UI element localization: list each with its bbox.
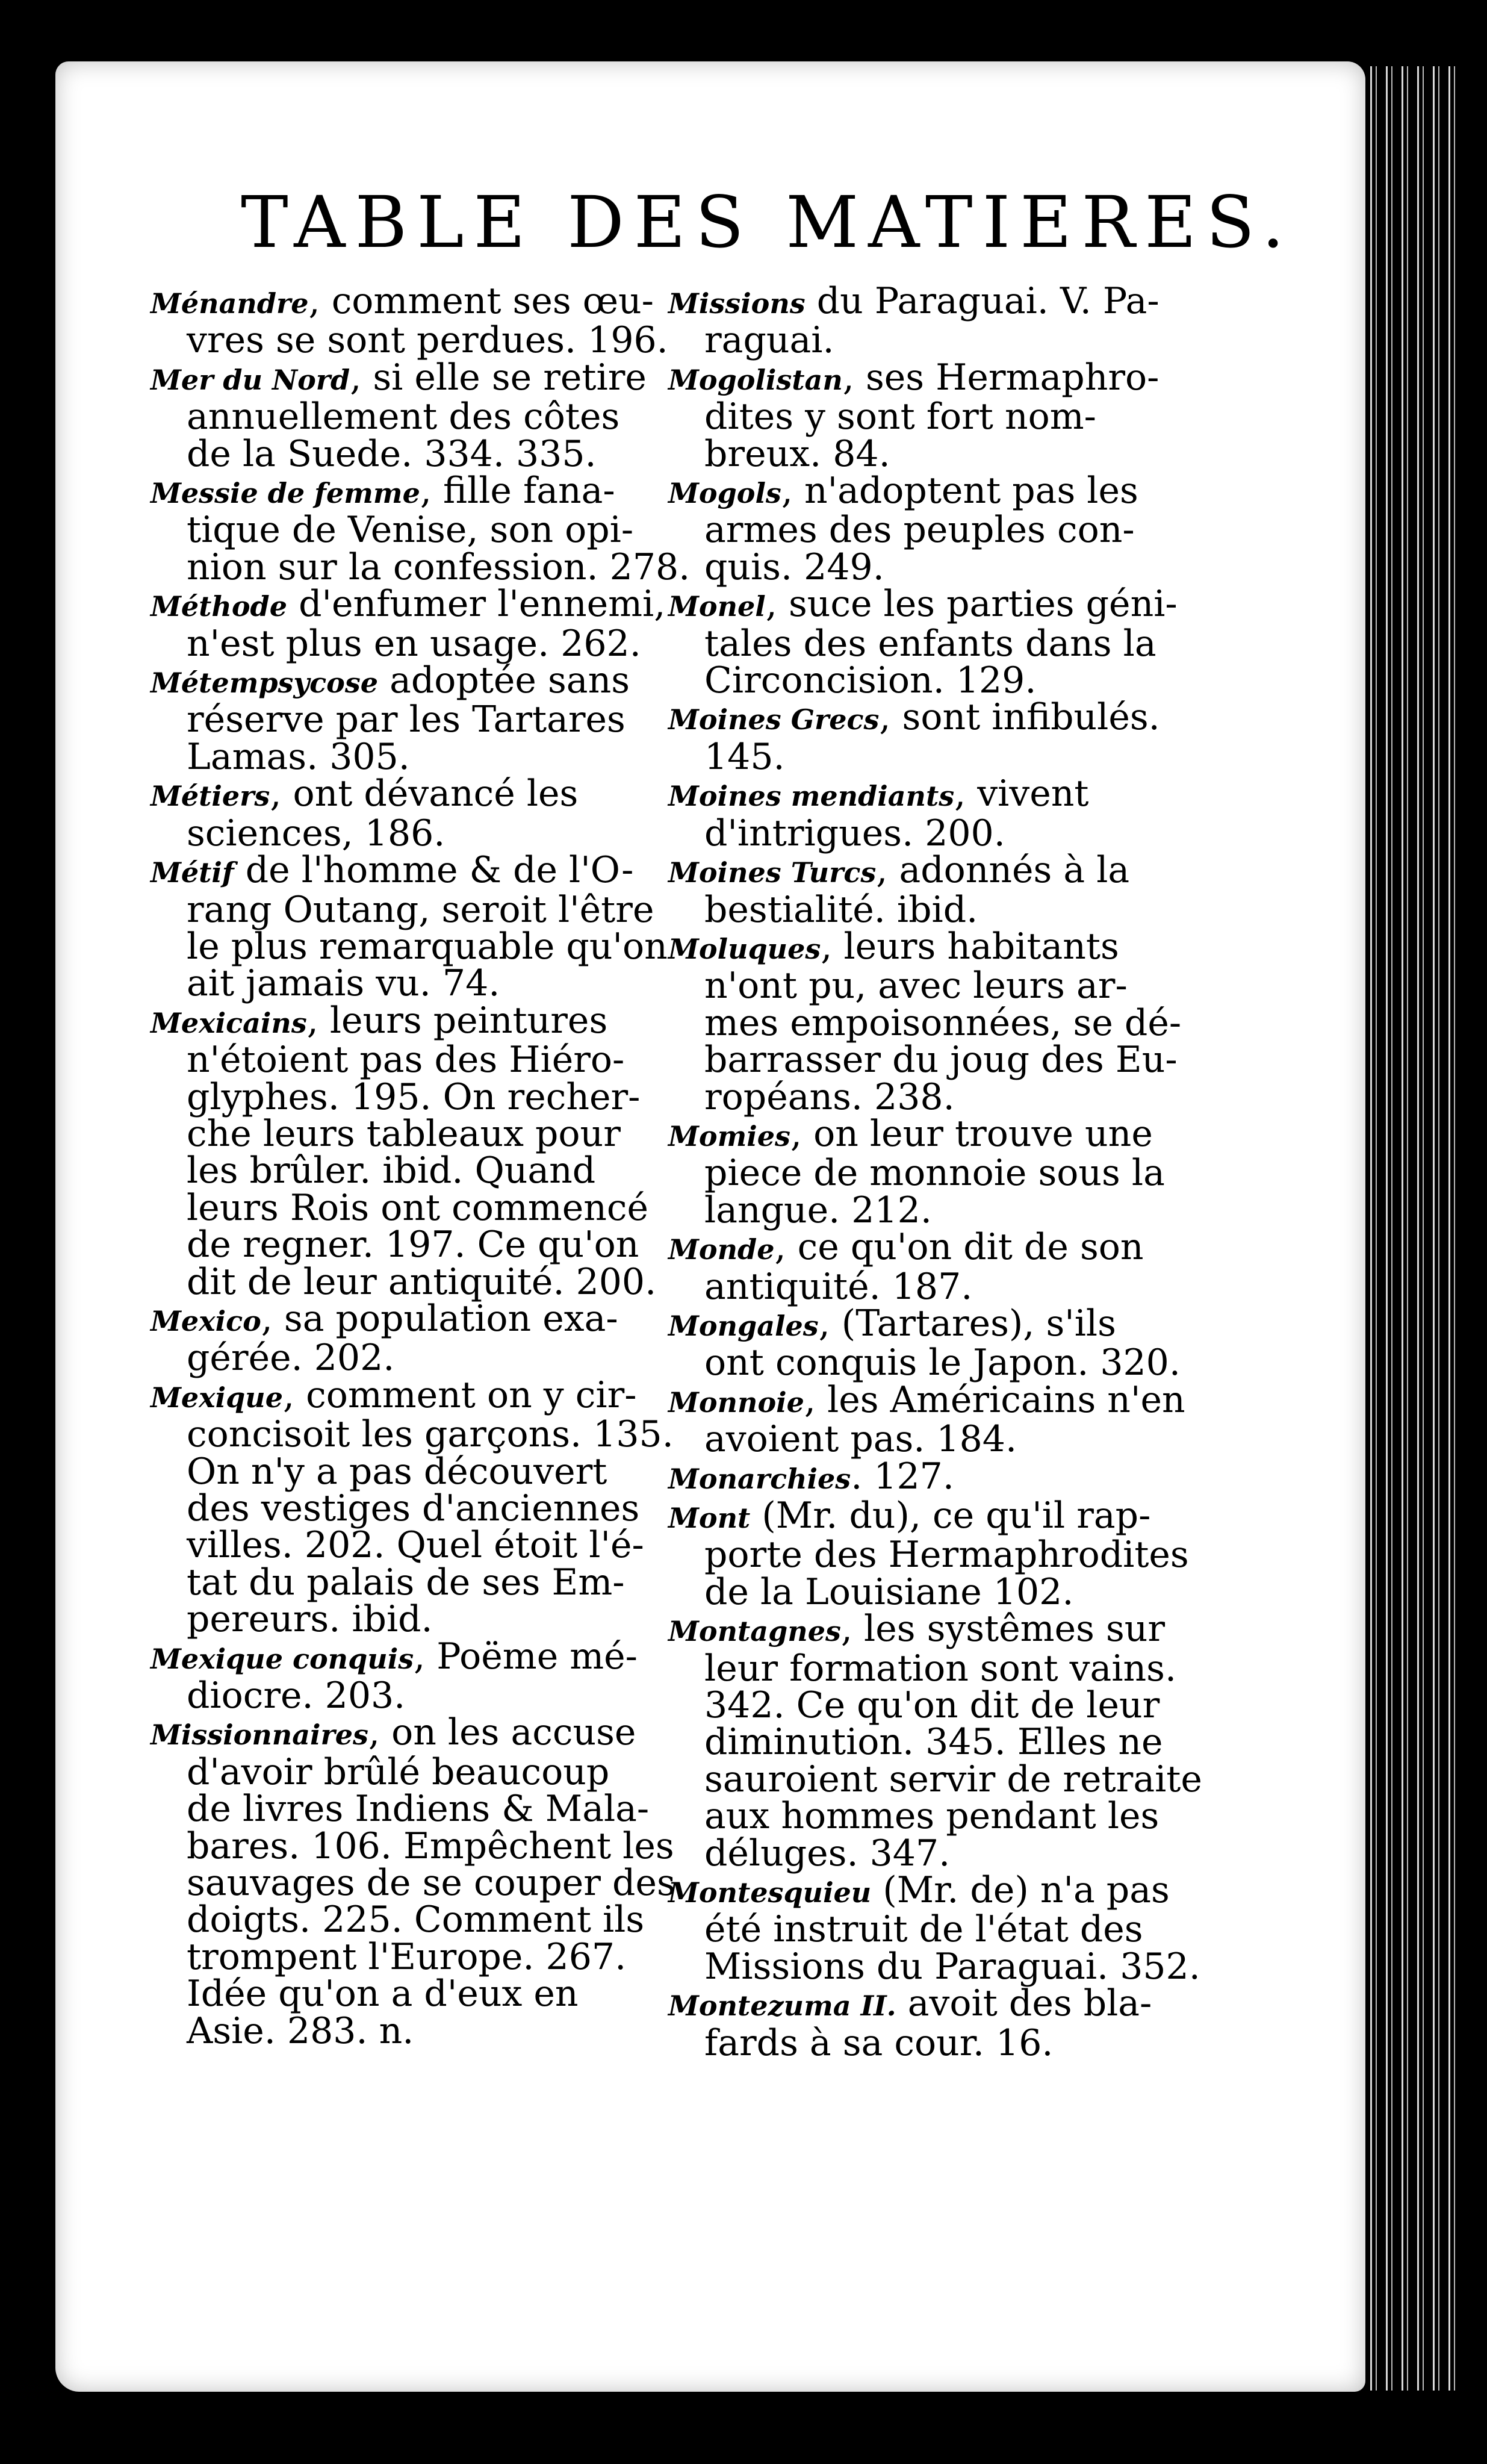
entry-text: pereurs. ibid. (187, 1598, 433, 1641)
entry-headword: Montagnes (668, 1615, 841, 1648)
entry-line (187, 509, 638, 552)
index-entry (151, 1374, 674, 1641)
entry-text: glyphes. 195. On recher- (187, 1075, 641, 1118)
entry-text: ait jamais vu. 74. (187, 962, 500, 1005)
index-entry (151, 773, 638, 854)
entry-text: . 127. (851, 1455, 954, 1498)
entry-line (704, 1795, 1162, 1838)
entry-line (668, 470, 1162, 512)
entry-headword: Moines Turcs (668, 856, 877, 889)
entry-text: des vestiges d'anciennes (187, 1487, 640, 1529)
entry-text: , on leur trouve une (790, 1112, 1153, 1155)
entry-line (704, 812, 1162, 854)
index-entry (151, 1711, 675, 2052)
entry-text: , sont infibulés. (879, 696, 1160, 739)
index-entry (151, 1635, 638, 1717)
entry-line (704, 432, 1162, 475)
entry-text: nion sur la confession. 278. (187, 546, 691, 588)
entry-headword: Méthode (151, 590, 287, 623)
right-column (668, 280, 1202, 2064)
entry-headword: Missionnaires (151, 1719, 368, 1752)
index-entry (151, 470, 691, 588)
entry-text: mes empoisonnées, se dé- (704, 1001, 1182, 1044)
entry-text: de l'homme & de l'O- (234, 849, 634, 892)
entry-text: d'enfumer l'ennemi, (287, 583, 666, 626)
entry-headword: Mogols (668, 477, 781, 510)
entry-line (704, 1189, 1162, 1231)
entry-line (187, 432, 638, 475)
entry-line (187, 1186, 648, 1229)
entry-line (187, 1524, 644, 1567)
entry-text: Circoncision. 129. (704, 659, 1037, 702)
entry-text: 342. Ce qu'on dit de leur (704, 1684, 1160, 1727)
entry-line (187, 2009, 638, 2052)
entry-text: quis. 249. (704, 546, 884, 588)
entry-text: tat du palais de ses Em- (187, 1561, 625, 1604)
entry-text: , vivent (954, 773, 1089, 815)
entry-line (704, 965, 1162, 1007)
entry-line (187, 1675, 638, 1717)
entry-text: antiquité. 187. (704, 1265, 973, 1308)
index-entry (151, 999, 657, 1303)
entry-text: , ont dévancé les (270, 773, 579, 815)
entry-line (668, 1378, 1185, 1421)
entry-headword: Métif (151, 856, 234, 889)
entry-line (668, 280, 1162, 322)
entry-line (187, 1487, 640, 1529)
entry-text: sciences, 186. (187, 812, 445, 854)
entry-line (704, 1684, 1162, 1727)
entry-text: de regner. 197. Ce qu'on (187, 1224, 639, 1266)
entry-text: , comment ses œu- (308, 280, 654, 322)
entry-text: adoptée sans (378, 659, 630, 702)
entry-headword: Momies (668, 1119, 790, 1153)
index-entry (668, 925, 1182, 1118)
entry-line (704, 1908, 1162, 1951)
index-entry (668, 280, 1162, 362)
entry-text: , les Américains n'en (804, 1378, 1185, 1421)
entry-text: Lamas. 305. (187, 735, 410, 778)
entry-text: d'avoir brûlé beaucoup (187, 1750, 610, 1793)
entry-line (187, 1862, 675, 1905)
entry-line (187, 1598, 638, 1641)
entry-line (187, 1150, 638, 1192)
entry-line (704, 1342, 1181, 1384)
entry-line (151, 280, 654, 322)
entry-text: de la Suede. 334. 335. (187, 432, 597, 475)
index-entry (151, 849, 668, 1005)
index-entry (668, 470, 1162, 588)
entry-line (187, 1825, 674, 1867)
entry-headword: Ménandre (151, 287, 309, 320)
index-entry (668, 1608, 1202, 1874)
entry-text: , adonnés à la (876, 849, 1130, 892)
entry-line (668, 356, 1162, 399)
entry-line (704, 1721, 1163, 1764)
page-title: TABLE DES MATIERES. (241, 181, 1294, 264)
left-column (151, 280, 691, 2052)
entry-line (668, 1869, 1170, 1912)
entry-text: fards à sa cour. 16. (704, 2021, 1054, 2064)
entry-line (151, 1374, 638, 1416)
index-entry (151, 1297, 638, 1380)
entry-line (151, 583, 666, 626)
index-entry (668, 1869, 1200, 1988)
entry-line (187, 1224, 639, 1266)
entry-line (668, 1226, 1162, 1269)
index-entry (668, 1302, 1181, 1384)
index-entry (668, 583, 1178, 702)
entry-line (668, 925, 1162, 968)
entry-text: avoit des bla- (896, 1982, 1152, 2025)
entry-line (187, 1075, 641, 1118)
entry-line (704, 1945, 1200, 1988)
entry-line (187, 396, 638, 438)
entry-line (187, 1973, 638, 2015)
entry-line (704, 1075, 1162, 1118)
entry-line (151, 1297, 638, 1340)
entry-text: , sa population exa- (261, 1297, 618, 1340)
entry-headword: Mont (668, 1502, 751, 1534)
entry-line (151, 659, 638, 702)
entry-line (187, 1337, 638, 1380)
index-entry (151, 659, 638, 778)
index-entry (668, 1495, 1189, 1613)
entry-text: concisoit les garçons. 135. (187, 1413, 674, 1456)
entry-line (668, 1495, 1162, 1537)
entry-text: langue. 212. (704, 1189, 932, 1231)
entry-line (668, 1455, 1162, 1498)
entry-line (151, 1711, 638, 1754)
entry-line (704, 1534, 1189, 1576)
entry-text: vres se sont perdues. 196. (187, 319, 668, 362)
entry-text: raguai. (704, 319, 834, 362)
index-entry (668, 1982, 1162, 2064)
index-entry (668, 773, 1162, 854)
entry-line (187, 1899, 645, 1941)
entry-line (187, 925, 668, 968)
entry-text: 145. (704, 735, 785, 778)
entry-line (704, 1001, 1182, 1044)
entry-text: villes. 202. Quel étoit l'é- (187, 1524, 644, 1567)
entry-line (151, 773, 638, 815)
entry-line (704, 622, 1162, 665)
entry-line (704, 2021, 1162, 2064)
entry-headword: Messie de femme (151, 477, 420, 510)
entry-text: avoient pas. 184. (704, 1418, 1017, 1461)
entry-line (187, 1413, 674, 1456)
entry-text: leurs Rois ont commencé (187, 1186, 648, 1229)
entry-text: ropéans. 238. (704, 1075, 955, 1118)
entry-line (151, 356, 647, 399)
entry-headword: Métempsycose (151, 667, 379, 700)
entry-text: le plus remarquable qu'on (187, 925, 668, 968)
entry-text: piece de monnoie sous la (704, 1152, 1165, 1195)
entry-text: réserve par les Tartares (187, 698, 626, 741)
entry-text: , on les accuse (368, 1711, 636, 1754)
entry-headword: Montesquieu (668, 1876, 872, 1909)
index-entry (668, 1226, 1162, 1308)
entry-text: On n'y a pas découvert (187, 1450, 607, 1493)
entry-line (187, 1112, 638, 1155)
entry-line (704, 1265, 1162, 1308)
entry-line (704, 659, 1162, 702)
entry-line (668, 773, 1162, 815)
entry-line (704, 1418, 1162, 1461)
index-entry (668, 1378, 1185, 1461)
entry-text: Missions du Paraguai. 352. (704, 1945, 1200, 1988)
entry-line (668, 583, 1178, 626)
entry-headword: Mexique (151, 1381, 283, 1414)
entry-text: sauroient servir de retraite (704, 1758, 1202, 1800)
entry-text: , fille fana- (420, 470, 615, 512)
index-entry (151, 356, 647, 475)
entry-line (704, 509, 1162, 552)
entry-line (187, 735, 638, 778)
entry-headword: Mogolistan (668, 363, 843, 396)
entry-line (704, 735, 1162, 778)
entry-text: tales des enfants dans la (704, 622, 1156, 665)
entry-line (187, 1561, 638, 1604)
entry-headword: Mer du Nord (151, 363, 350, 396)
entry-line (704, 888, 1162, 931)
entry-line (704, 396, 1162, 438)
entry-line (187, 812, 638, 854)
entry-text: che leurs tableaux pour (187, 1112, 621, 1155)
entry-text: Asie. 283. n. (187, 2009, 414, 2052)
entry-text: n'est plus en usage. 262. (187, 622, 641, 665)
entry-text: leur formation sont vains. (704, 1647, 1177, 1690)
entry-text: de la Louisiane 102. (704, 1570, 1074, 1613)
entry-headword: Monarchies (668, 1462, 851, 1495)
entry-text: été instruit de l'état des (704, 1908, 1143, 1951)
entry-headword: Moluques (668, 932, 821, 965)
entry-line (668, 696, 1162, 739)
entry-text: , les systêmes sur (840, 1608, 1166, 1650)
entry-text: aux hommes pendant les (704, 1795, 1159, 1838)
entry-headword: Mongales (668, 1309, 819, 1342)
entry-line (187, 319, 668, 362)
entry-headword: Mexico (151, 1304, 261, 1337)
entry-line (187, 888, 654, 931)
entry-text: , (Tartares), s'ils (818, 1302, 1116, 1345)
entry-text: , leurs habitants (821, 925, 1119, 968)
entry-text: ont conquis le Japon. 320. (704, 1342, 1181, 1384)
entry-line (187, 1260, 657, 1303)
entry-text: porte des Hermaphrodites (704, 1534, 1189, 1576)
entry-line (187, 1935, 638, 1978)
entry-text: , Poëme mé- (414, 1635, 638, 1678)
entry-line (151, 999, 638, 1042)
entry-line (187, 1450, 638, 1493)
entry-line (151, 470, 638, 512)
entry-text: Idée qu'on a d'eux en (187, 1973, 579, 2015)
entry-text: barrasser du joug des Eu- (704, 1039, 1178, 1081)
index-entry (151, 583, 666, 665)
entry-line (187, 962, 638, 1005)
entry-text: du Paraguai. V. Pa- (805, 280, 1159, 322)
entry-headword: Moines Grecs (668, 703, 880, 736)
entry-text: n'ont pu, avec leurs ar- (704, 965, 1128, 1007)
index-entry (668, 1455, 1162, 1498)
entry-line (151, 849, 638, 892)
entry-text: , comment on y cir- (282, 1374, 637, 1416)
entry-text: déluges. 347. (704, 1832, 951, 1874)
entry-text: diocre. 203. (187, 1675, 406, 1717)
entry-line (668, 1302, 1162, 1345)
index-entry (668, 849, 1162, 931)
entry-headword: Moines mendiants (668, 780, 955, 813)
entry-line (668, 849, 1162, 892)
entry-line (187, 622, 641, 665)
entry-line (187, 1788, 650, 1831)
entry-line (187, 1750, 638, 1793)
entry-line (187, 1039, 638, 1081)
entry-text: tique de Venise, son opi- (187, 509, 634, 552)
entry-headword: Mexique conquis (151, 1642, 414, 1675)
entry-text: dites y sont fort nom- (704, 396, 1096, 438)
index-entry (151, 280, 668, 362)
entry-text: (Mr. du), ce qu'il rap- (750, 1495, 1151, 1537)
entry-text: n'étoient pas des Hiéro- (187, 1039, 625, 1081)
entry-line (704, 1647, 1177, 1690)
entry-headword: Métiers (151, 780, 270, 813)
entry-text: rang Outang, seroit l'être (187, 888, 654, 931)
entry-headword: Monnoie (668, 1386, 804, 1419)
entry-text: trompent l'Europe. 267. (187, 1935, 627, 1978)
entry-text: les brûler. ibid. Quand (187, 1150, 596, 1192)
entry-text: , leurs peintures (306, 999, 608, 1042)
index-entry (668, 696, 1162, 778)
entry-text: de livres Indiens & Mala- (187, 1788, 650, 1831)
page-edge-stack (1367, 66, 1457, 2391)
entry-line (704, 546, 1162, 588)
entry-line (704, 319, 1162, 362)
entry-headword: Monel (668, 590, 766, 623)
entry-line (668, 1982, 1162, 2025)
entry-line (704, 1570, 1162, 1613)
entry-text: (Mr. de) n'a pas (871, 1869, 1170, 1912)
entry-line (704, 1758, 1202, 1800)
index-entry (668, 356, 1162, 475)
entry-headword: Montezuma II. (668, 1990, 896, 2023)
entry-text: , suce les parties géni- (765, 583, 1178, 626)
entry-line (151, 1635, 638, 1678)
entry-text: , si elle se retire (350, 356, 647, 399)
entry-text: bestialité. ibid. (704, 888, 978, 931)
entry-text: sauvages de se couper des (187, 1862, 675, 1905)
entry-text: , ce qu'on dit de son (774, 1226, 1144, 1269)
entry-line (187, 698, 638, 741)
entry-headword: Missions (668, 287, 806, 320)
entry-line (668, 1608, 1166, 1650)
entry-headword: Mexicains (151, 1006, 307, 1039)
entry-line (187, 546, 691, 588)
entry-text: doigts. 225. Comment ils (187, 1899, 645, 1941)
entry-line (704, 1039, 1178, 1081)
entry-text: breux. 84. (704, 432, 890, 475)
entry-text: d'intrigues. 200. (704, 812, 1005, 854)
entry-text: diminution. 345. Elles ne (704, 1721, 1163, 1764)
index-entry (668, 1112, 1165, 1231)
entry-text: annuellement des côtes (187, 396, 620, 438)
entry-line (704, 1152, 1165, 1195)
entry-text: , n'adoptent pas les (781, 470, 1138, 512)
entry-line (704, 1832, 1162, 1874)
entry-text: armes des peuples con- (704, 509, 1135, 552)
entry-text: dit de leur antiquité. 200. (187, 1260, 657, 1303)
entry-text: bares. 106. Empêchent les (187, 1825, 674, 1867)
entry-text: , ses Hermaphro- (842, 356, 1159, 399)
entry-headword: Monde (668, 1233, 775, 1266)
entry-text: gérée. 202. (187, 1337, 395, 1380)
entry-line (668, 1112, 1162, 1155)
